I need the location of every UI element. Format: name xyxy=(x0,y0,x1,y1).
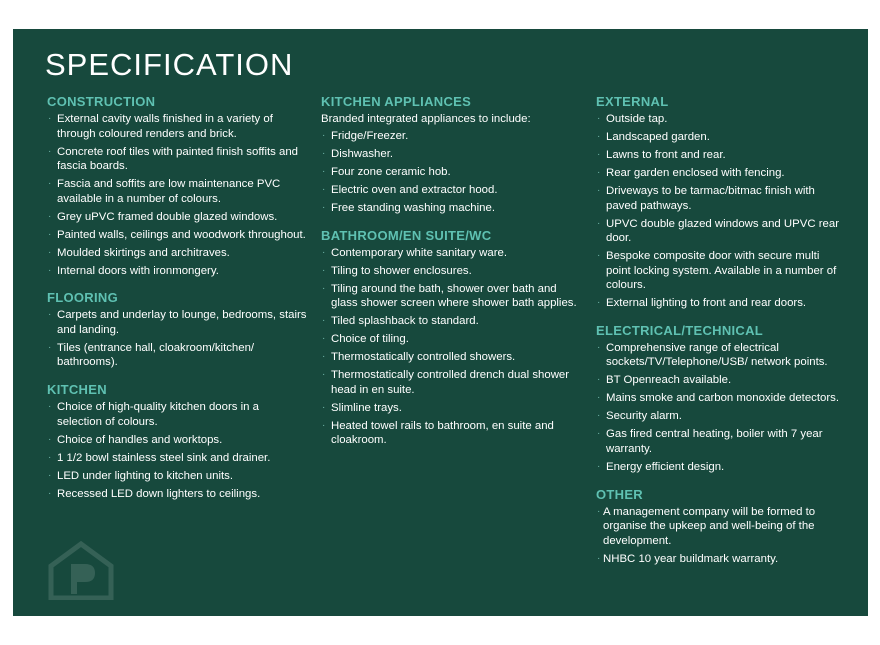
list-item xyxy=(596,184,844,213)
list-item xyxy=(47,210,307,225)
bullet-icon: · xyxy=(322,282,326,294)
list-item-text: Grey uPVC framed double glazed windows. xyxy=(57,210,278,223)
list-item-text: Bespoke composite door with secure multi point locking system. Available in a number of colours. xyxy=(606,250,837,292)
bullet-icon: · xyxy=(597,166,601,178)
bullet-icon: · xyxy=(597,410,601,422)
section-heading: CONSTRUCTION xyxy=(47,94,156,109)
bullet-icon: · xyxy=(597,428,601,440)
section-heading: FLOORING xyxy=(47,290,119,306)
list-item xyxy=(321,368,583,397)
specification-panel xyxy=(13,29,868,616)
list-item-text: Gas fired central heating, boiler with 7 year warranty. xyxy=(606,428,823,455)
list-item-text: Rear garden enclosed with fencing. xyxy=(606,166,785,179)
bullet-icon: · xyxy=(322,130,326,141)
bullet-list xyxy=(321,246,583,448)
list-item-text: Moulded skirtings and architraves. xyxy=(57,246,230,259)
list-item-text: External lighting to front and rear doors. xyxy=(606,297,807,310)
column-left xyxy=(47,94,307,513)
list-item-text: NHBC 10 year buildmark warranty. xyxy=(603,552,779,565)
bullet-icon: · xyxy=(597,374,601,386)
section-heading: KITCHEN APPLIANCES xyxy=(321,94,472,109)
list-item xyxy=(321,129,583,144)
section-construction xyxy=(47,94,307,278)
list-item xyxy=(47,177,307,206)
bullet-icon: · xyxy=(48,433,52,445)
list-item-text: BT Openreach available. xyxy=(606,374,732,387)
list-item xyxy=(47,451,307,466)
bullet-icon: · xyxy=(48,309,52,321)
list-item-text: External cavity walls finished in a variety of through coloured renders and brick. xyxy=(57,113,273,140)
list-item-text: Thermostatically controlled showers. xyxy=(331,351,516,364)
list-item-text: UPVC double glazed windows and UPVC rear door. xyxy=(606,217,839,245)
list-item-text: Dishwasher. xyxy=(331,147,394,160)
bullet-icon: · xyxy=(597,184,601,196)
list-item xyxy=(596,249,844,293)
column-right xyxy=(596,94,844,578)
list-item-text: Four zone ceramic hob. xyxy=(331,165,451,178)
list-item xyxy=(47,400,307,429)
list-item xyxy=(321,350,583,365)
section-kitchen-appliances xyxy=(321,94,583,216)
bullet-icon: · xyxy=(48,246,52,258)
list-item xyxy=(47,469,307,484)
bullet-icon: · xyxy=(597,297,601,309)
list-item-text: Tiled splashback to standard. xyxy=(331,315,479,328)
bullet-list xyxy=(47,400,307,501)
list-item-text: Painted walls, ceilings and woodwork throughout. xyxy=(57,228,306,241)
bullet-icon: · xyxy=(48,487,52,499)
list-item xyxy=(596,217,844,246)
list-item-text: Slimline trays. xyxy=(331,401,402,414)
list-item-text: Driveways to be tarmac/bitmac finish with paved pathways. xyxy=(606,184,815,212)
list-item-text: Mains smoke and carbon monoxide detectors. xyxy=(606,392,839,405)
list-item xyxy=(321,165,583,180)
list-item xyxy=(596,166,844,181)
list-item-text: Internal doors with ironmongery. xyxy=(57,264,219,277)
section-heading: ELECTRICAL/TECHNICAL xyxy=(596,322,764,338)
section-intro: Branded integrated appliances to include: xyxy=(321,113,531,125)
list-item xyxy=(596,460,844,475)
list-item-text: Tiling to shower enclosures. xyxy=(331,264,472,277)
list-item xyxy=(47,264,307,279)
bullet-icon: · xyxy=(48,113,52,124)
list-item xyxy=(47,487,307,502)
list-item-text: Choice of tiling. xyxy=(331,333,409,346)
list-item-text: Tiles (entrance hall, cloakroom/kitchen/ bathrooms). xyxy=(57,341,255,369)
section-flooring xyxy=(47,290,307,370)
p-house-logo-icon xyxy=(47,540,115,600)
list-item xyxy=(596,427,844,456)
list-item xyxy=(596,296,844,311)
list-item-text: Heated towel rails to bathroom, en suite and cloakroom. xyxy=(331,419,554,447)
bullet-icon: · xyxy=(597,130,601,142)
list-item-text: 1 1/2 bowl stainless steel sink and drainer. xyxy=(57,451,271,464)
list-item-text: Free standing washing machine. xyxy=(331,201,495,214)
list-item-text: LED under lighting to kitchen units. xyxy=(57,469,234,482)
bullet-icon: · xyxy=(48,228,52,240)
bullet-icon: · xyxy=(322,246,326,258)
bullet-icon: · xyxy=(597,460,601,472)
list-item-text: Fascia and soffits are low maintenance PVC available in a number of colours. xyxy=(57,178,281,205)
list-item xyxy=(596,391,844,406)
section-heading: BATHROOM/EN SUITE/WC xyxy=(321,227,492,243)
bullet-icon: · xyxy=(322,369,326,381)
page-title: SPECIFICATION xyxy=(45,47,294,82)
list-item-text: Security alarm. xyxy=(606,410,682,423)
list-item-text: Energy efficient design. xyxy=(606,460,725,473)
list-item xyxy=(596,505,844,549)
list-item-text: Recessed LED down lighters to ceilings. xyxy=(57,487,261,500)
list-item-text: Electric oven and extractor hood. xyxy=(331,183,498,196)
bullet-icon: · xyxy=(322,401,326,413)
list-item-text: Tiling around the bath, shower over bath and glass shower screen where shower bath applies. xyxy=(331,282,577,310)
list-item xyxy=(47,145,307,174)
list-item xyxy=(321,282,583,311)
bullet-icon: · xyxy=(322,315,326,327)
bullet-icon: · xyxy=(48,469,52,481)
bullet-icon: · xyxy=(597,505,601,517)
list-item xyxy=(321,419,583,448)
section-bathroom xyxy=(321,228,583,448)
section-heading: EXTERNAL xyxy=(596,94,669,109)
bullet-icon: · xyxy=(322,147,326,159)
list-item-text: Concrete roof tiles with painted finish soffits and fascia boards. xyxy=(57,145,299,173)
bullet-icon: · xyxy=(597,148,601,160)
bullet-icon: · xyxy=(48,178,52,190)
bullet-icon: · xyxy=(597,113,601,124)
list-item-text: Comprehensive range of electrical sockets/TV/Telephone/USB/ network points. xyxy=(606,341,828,369)
list-item xyxy=(596,130,844,145)
list-item-text: Fridge/Freezer. xyxy=(331,130,409,142)
column-middle xyxy=(321,94,583,460)
bullet-icon: · xyxy=(597,217,601,229)
list-item xyxy=(47,228,307,243)
bullet-icon: · xyxy=(48,145,52,157)
bullet-icon: · xyxy=(322,165,326,177)
list-item-text: Outside tap. xyxy=(606,113,668,125)
bullet-icon: · xyxy=(322,183,326,195)
list-item-text: Choice of handles and worktops. xyxy=(57,433,223,446)
section-kitchen xyxy=(47,382,307,501)
list-item xyxy=(321,401,583,416)
bullet-icon: · xyxy=(48,451,52,463)
list-item-text: Landscaped garden. xyxy=(606,130,710,143)
bullet-list xyxy=(47,308,307,370)
list-item xyxy=(321,147,583,162)
list-item xyxy=(596,373,844,388)
list-item xyxy=(596,112,844,127)
list-item-text: Choice of high-quality kitchen doors in a selection of colours. xyxy=(57,401,259,428)
list-item xyxy=(596,341,844,370)
bullet-icon: · xyxy=(597,250,601,262)
list-item xyxy=(321,246,583,261)
section-heading: KITCHEN xyxy=(47,382,107,398)
list-item xyxy=(596,148,844,163)
list-item xyxy=(47,112,307,141)
list-item xyxy=(596,409,844,424)
list-item xyxy=(47,433,307,448)
list-item-text: Lawns to front and rear. xyxy=(606,148,726,161)
section-electrical xyxy=(596,323,844,475)
list-item xyxy=(47,308,307,337)
section-other xyxy=(596,487,844,567)
bullet-icon: · xyxy=(597,341,601,353)
list-item-text: Thermostatically controlled drench dual shower head in en suite. xyxy=(331,369,570,396)
section-heading: OTHER xyxy=(596,486,643,502)
bullet-icon: · xyxy=(322,333,326,345)
bullet-icon: · xyxy=(322,201,326,213)
list-item-text: Carpets and underlay to lounge, bedrooms, stairs and landing. xyxy=(57,309,307,336)
list-item xyxy=(321,201,583,216)
section-external xyxy=(596,94,844,311)
bullet-list xyxy=(596,112,844,311)
bullet-list xyxy=(47,112,307,278)
list-item xyxy=(321,332,583,347)
bullet-icon: · xyxy=(48,210,52,222)
list-item-text: Contemporary white sanitary ware. xyxy=(331,246,507,259)
list-item xyxy=(47,246,307,261)
list-item xyxy=(321,314,583,329)
list-item xyxy=(596,552,844,567)
bullet-icon: · xyxy=(322,419,326,431)
bullet-icon: · xyxy=(597,392,601,404)
list-item xyxy=(47,341,307,370)
bullet-list xyxy=(321,129,583,216)
bullet-icon: · xyxy=(48,264,52,276)
bullet-icon: · xyxy=(48,341,52,353)
list-item xyxy=(321,183,583,198)
list-item-text: A management company will be formed to organise the upkeep and well-being of the development. xyxy=(603,505,816,547)
bullet-list xyxy=(596,505,844,567)
bullet-list xyxy=(596,341,844,475)
list-item xyxy=(321,264,583,279)
bullet-icon: · xyxy=(322,351,326,363)
bullet-icon: · xyxy=(48,401,52,413)
bullet-icon: · xyxy=(597,552,601,564)
bullet-icon: · xyxy=(322,264,326,276)
